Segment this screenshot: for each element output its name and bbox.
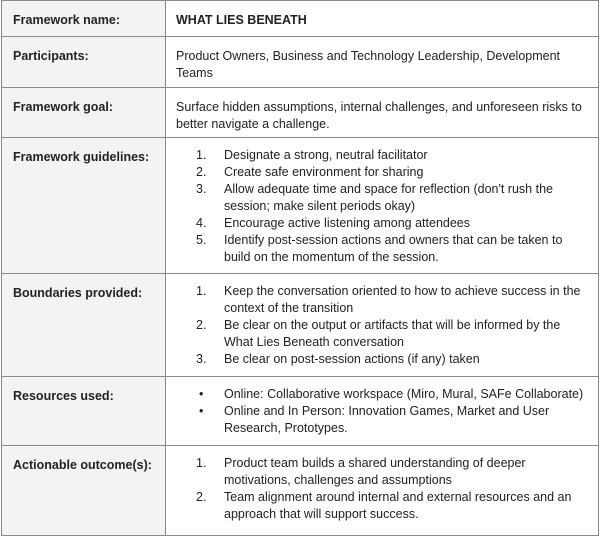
row-label: Framework name: xyxy=(2,1,166,37)
list-number: 1. xyxy=(196,284,207,298)
row-value xyxy=(166,37,599,88)
row-value xyxy=(166,88,599,138)
list-number: 2. xyxy=(196,165,207,179)
list-item-text: Identify post-session actions and owners that can be taken to build on the momentum of the session. xyxy=(224,233,563,264)
framework-table xyxy=(1,0,599,536)
list-item-text: Team alignment around internal and external resources and an approach that will support success. xyxy=(224,490,572,521)
row-actionable-outcomes xyxy=(2,446,599,536)
list-number: 1. xyxy=(196,456,207,470)
row-label: Boundaries provided: xyxy=(2,274,166,377)
resources-list xyxy=(176,377,588,437)
framework-title: WHAT LIES BENEATH xyxy=(176,13,307,27)
list-item xyxy=(190,147,588,164)
row-framework-goal xyxy=(2,88,599,138)
list-item xyxy=(190,386,588,403)
list-item-text: Product team builds a shared understanding of deeper motivations, challenges and assumptions xyxy=(224,456,526,487)
list-item xyxy=(190,164,588,181)
list-item xyxy=(190,181,588,215)
list-item-text: Online: Collaborative workspace (Miro, Mural, SAFe Collaborate) xyxy=(224,387,584,401)
goal-text: Surface hidden assumptions, internal challenges, and unforeseen risks to better navigate a challenge. xyxy=(176,100,582,131)
list-item xyxy=(190,317,588,351)
row-resources-used xyxy=(2,377,599,446)
row-value xyxy=(166,274,599,377)
list-item-text: Designate a strong, neutral facilitator xyxy=(224,148,428,162)
guidelines-list xyxy=(176,138,588,266)
row-label: Framework guidelines: xyxy=(2,138,166,274)
list-item-text: Create safe environment for sharing xyxy=(224,165,424,179)
outcomes-list xyxy=(176,446,588,523)
list-item xyxy=(190,283,588,317)
bullet-marker: • xyxy=(199,387,204,401)
list-item-text: Keep the conversation oriented to how to achieve success in the context of the transition xyxy=(224,284,581,315)
list-number: 3. xyxy=(196,352,207,366)
list-item-text: Be clear on the output or artifacts that will be informed by the What Lies Beneath conversation xyxy=(224,318,561,349)
list-item xyxy=(190,403,588,437)
bullet-marker: • xyxy=(199,404,204,418)
row-label: Resources used: xyxy=(2,377,166,446)
list-number: 2. xyxy=(196,318,207,332)
participants-text: Product Owners, Business and Technology Leadership, Development Teams xyxy=(176,49,561,80)
list-item xyxy=(190,489,588,523)
list-item-text: Be clear on post-session actions (if any) taken xyxy=(224,352,480,366)
row-framework-guidelines xyxy=(2,138,599,274)
boundaries-list xyxy=(176,274,588,368)
list-number: 5. xyxy=(196,233,207,247)
list-item xyxy=(190,232,588,266)
list-item-text: Encourage active listening among attendees xyxy=(224,216,470,230)
row-label: Framework goal: xyxy=(2,88,166,138)
list-number: 1. xyxy=(196,148,207,162)
list-number: 2. xyxy=(196,490,207,504)
row-label: Actionable outcome(s): xyxy=(2,446,166,536)
list-item xyxy=(190,215,588,232)
row-value xyxy=(166,446,599,536)
row-value xyxy=(166,1,599,37)
row-framework-name xyxy=(2,1,599,37)
row-label: Participants: xyxy=(2,37,166,88)
list-item-text: Online and In Person: Innovation Games, Market and User Research, Prototypes. xyxy=(224,404,550,435)
row-value xyxy=(166,377,599,446)
row-value xyxy=(166,138,599,274)
list-item xyxy=(190,455,588,489)
row-participants xyxy=(2,37,599,88)
list-item-text: Allow adequate time and space for reflection (don't rush the session; make silent periods okay) xyxy=(224,182,553,213)
row-boundaries-provided xyxy=(2,274,599,377)
list-item xyxy=(190,351,588,368)
list-number: 3. xyxy=(196,182,207,196)
list-number: 4. xyxy=(196,216,207,230)
